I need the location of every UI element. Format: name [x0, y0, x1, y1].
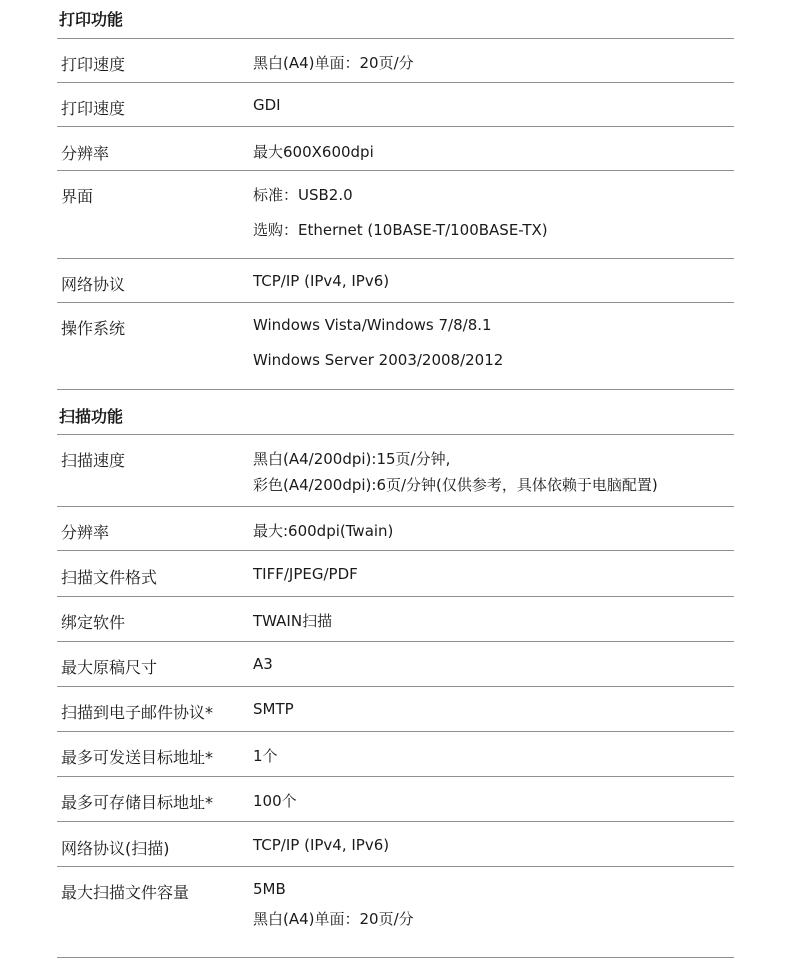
divider: [57, 434, 734, 435]
divider: [57, 506, 734, 507]
divider: [57, 776, 734, 777]
spec-value: 彩色(A4/200dpi):6页/分钟(仅供参考，具体依赖于电脑配置): [253, 476, 658, 494]
spec-value: A3: [253, 655, 273, 673]
spec-label: 界面: [61, 187, 94, 206]
spec-value: TWAIN扫描: [253, 612, 333, 630]
spec-label: 网络协议(扫描): [61, 839, 170, 858]
divider: [57, 731, 734, 732]
divider: [57, 126, 734, 127]
divider: [57, 170, 734, 171]
divider: [57, 258, 734, 259]
spec-label: 最大扫描文件容量: [61, 883, 190, 902]
divider: [57, 957, 734, 958]
spec-value: 最大600X600dpi: [253, 143, 374, 161]
divider: [57, 821, 734, 822]
spec-label: 扫描速度: [61, 451, 126, 470]
spec-value: TIFF/JPEG/PDF: [253, 565, 358, 583]
spec-value: 黑白(A4)单面：20页/分: [253, 54, 414, 72]
spec-label: 操作系统: [61, 319, 126, 338]
divider: [57, 82, 734, 83]
spec-label: 最大原稿尺寸: [61, 658, 158, 677]
spec-label: 打印速度: [61, 55, 126, 74]
spec-value: 最大:600dpi(Twain): [253, 522, 394, 540]
divider: [57, 866, 734, 867]
divider: [57, 389, 734, 390]
spec-value: 100个: [253, 792, 297, 810]
spec-value: 黑白(A4/200dpi):15页/分钟,: [253, 450, 451, 468]
divider: [57, 550, 734, 551]
section-heading-scan: 扫描功能: [59, 407, 124, 426]
divider: [57, 641, 734, 642]
section-heading-print: 打印功能: [59, 10, 124, 29]
spec-label: 最多可存储目标地址*: [61, 793, 214, 812]
spec-value: 1个: [253, 747, 278, 765]
spec-label: 扫描文件格式: [61, 568, 158, 587]
spec-value: Windows Server 2003/2008/2012: [253, 351, 504, 369]
spec-value: 5MB: [253, 880, 286, 898]
spec-label: 打印速度: [61, 99, 126, 118]
spec-value: GDI: [253, 96, 281, 114]
spec-value: TCP/IP (IPv4, IPv6): [253, 836, 390, 854]
spec-value: Windows Vista/Windows 7/8/8.1: [253, 316, 492, 334]
spec-value: 选购：Ethernet (10BASE-T/100BASE-TX): [253, 221, 548, 239]
spec-label: 分辨率: [61, 523, 110, 542]
spec-label: 扫描到电子邮件协议*: [61, 703, 214, 722]
spec-label: 分辨率: [61, 144, 110, 163]
divider: [57, 686, 734, 687]
spec-label: 绑定软件: [61, 613, 126, 632]
spec-value: TCP/IP (IPv4, IPv6): [253, 272, 390, 290]
divider: [57, 302, 734, 303]
spec-value: SMTP: [253, 700, 294, 718]
spec-label: 最多可发送目标地址*: [61, 748, 214, 767]
divider: [57, 38, 734, 39]
spec-value: 黑白(A4)单面：20页/分: [253, 910, 414, 928]
spec-label: 网络协议: [61, 275, 126, 294]
spec-value: 标准：USB2.0: [253, 186, 353, 204]
divider: [57, 596, 734, 597]
